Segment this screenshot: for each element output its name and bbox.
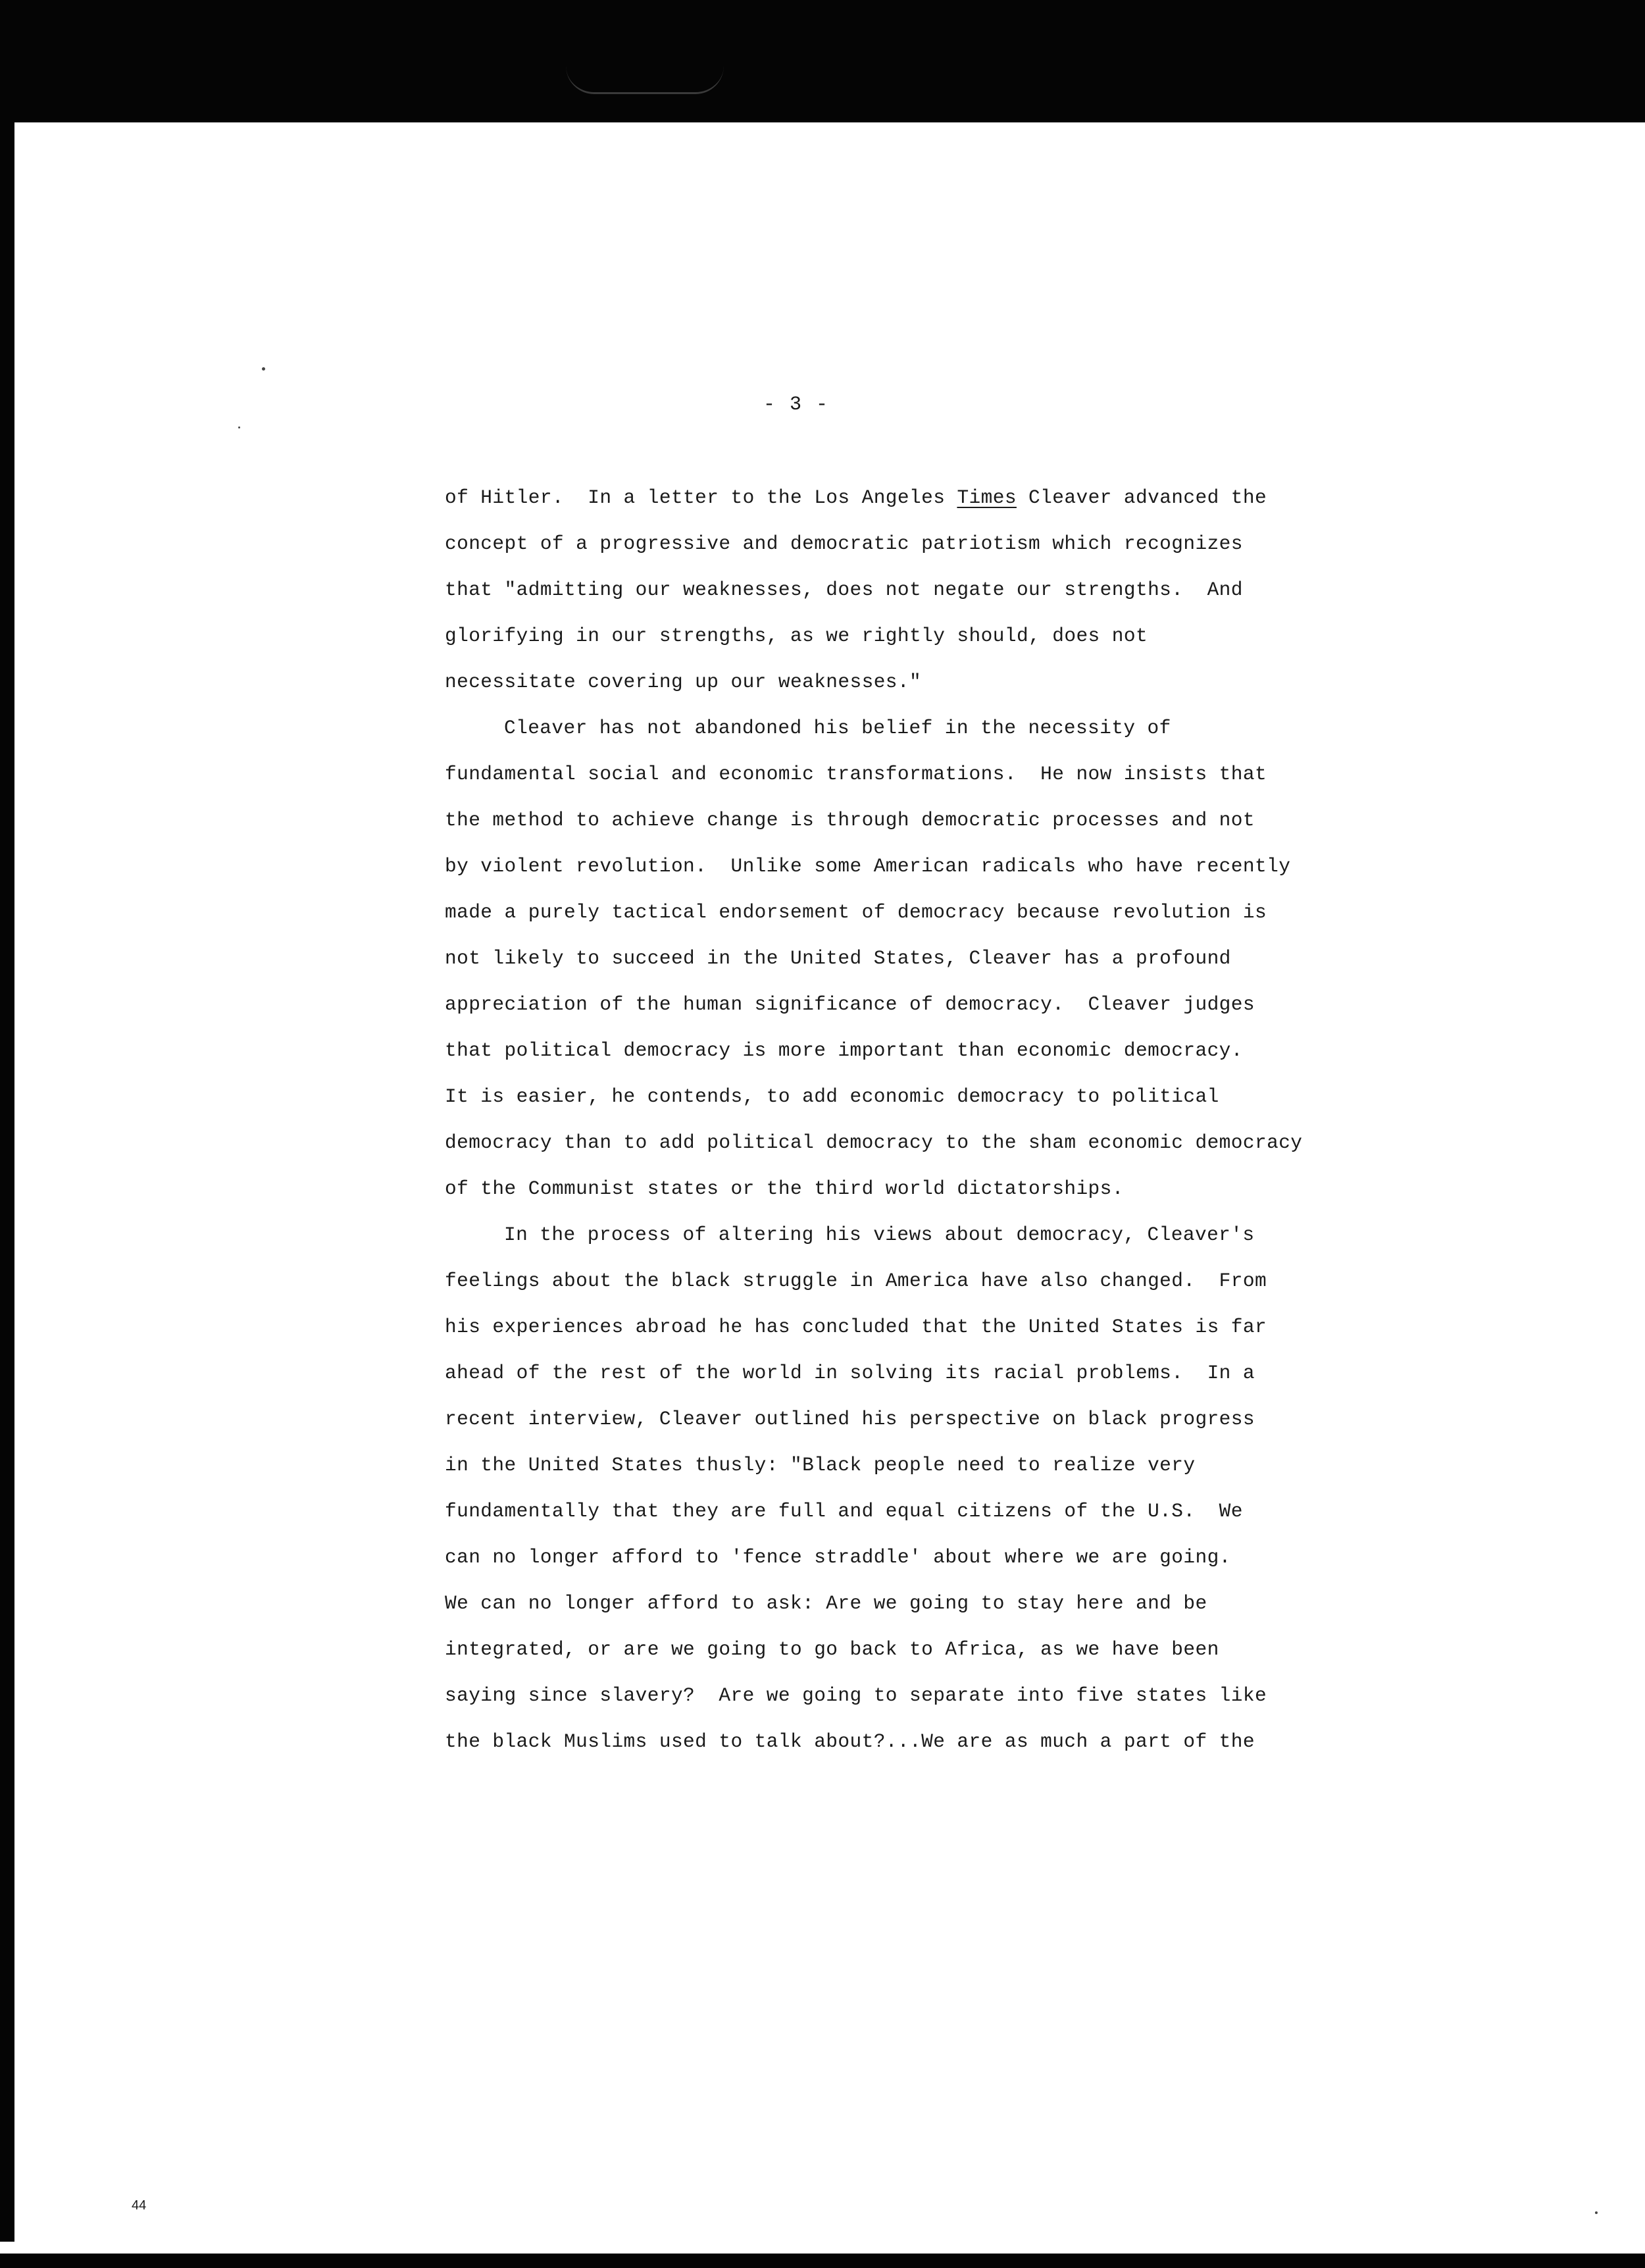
text-line: the black Muslims used to talk about?...We are as much a part of the — [445, 1730, 1255, 1753]
text-line: his experiences abroad he has concluded that the United States is far — [445, 1316, 1267, 1338]
text-line: democracy than to add political democracy to the sham economic democracy — [445, 1131, 1303, 1154]
text-line: not likely to succeed in the United States, Cleaver has a profound — [445, 947, 1231, 969]
text-line: of Hitler. In a letter to the Los Angeles Times Cleaver advanced the — [445, 486, 1267, 509]
paragraph-start-line: In the process of altering his views about democracy, Cleaver's — [504, 1224, 1255, 1246]
text-line: that "admitting our weaknesses, does not negate our strengths. And — [445, 579, 1243, 601]
text-line: fundamentally that they are full and equal citizens of the U.S. We — [445, 1500, 1243, 1522]
text-line: ahead of the rest of the world in solving its racial problems. In a — [445, 1362, 1255, 1384]
scan-artifact — [566, 66, 724, 94]
scan-speck — [1595, 2211, 1598, 2214]
text-line: feelings about the black struggle in America have also changed. From — [445, 1270, 1267, 1292]
text-line: by violent revolution. Unlike some American radicals who have recently — [445, 855, 1291, 877]
text-line: that political democracy is more important than economic democracy. — [445, 1039, 1243, 1062]
text-line: recent interview, Cleaver outlined his perspective on black progress — [445, 1408, 1255, 1430]
text-line: glorifying in our strengths, as we rightly should, does not — [445, 625, 1148, 647]
paragraph-start-line: Cleaver has not abandoned his belief in the necessity of — [504, 717, 1171, 739]
scan-top-band — [0, 0, 1645, 122]
scan-left-edge — [0, 122, 14, 2242]
text-line: in the United States thusly: "Black people need to realize very — [445, 1454, 1196, 1476]
text-line: the method to achieve change is through democratic processes and not — [445, 809, 1255, 831]
text-line: of the Communist states or the third world dictatorships. — [445, 1177, 1124, 1200]
text-line: made a purely tactical endorsement of democracy because revolution is — [445, 901, 1267, 923]
text-line: It is easier, he contends, to add economic democracy to political — [445, 1085, 1219, 1108]
text-line: can no longer afford to 'fence straddle' about where we are going. — [445, 1546, 1231, 1568]
text-line: necessitate covering up our weaknesses." — [445, 671, 922, 693]
text-line: saying since slavery? Are we going to separate into five states like — [445, 1684, 1267, 1707]
text-line: appreciation of the human significance of democracy. Cleaver judges — [445, 993, 1255, 1016]
text-line: concept of a progressive and democratic patriotism which recognizes — [445, 532, 1243, 555]
scan-speck — [262, 367, 265, 371]
text-line: fundamental social and economic transformations. He now insists that — [445, 763, 1267, 785]
scan-speck — [238, 426, 240, 428]
underlined-title: Times — [957, 486, 1017, 509]
scan-bottom-band — [0, 2254, 1645, 2268]
archive-page-number: 44 — [132, 2198, 147, 2213]
page-number: - 3 - — [763, 394, 829, 416]
text-line: integrated, or are we going to go back to Africa, as we have been — [445, 1638, 1219, 1661]
text-line: We can no longer afford to ask: Are we going to stay here and be — [445, 1592, 1207, 1614]
